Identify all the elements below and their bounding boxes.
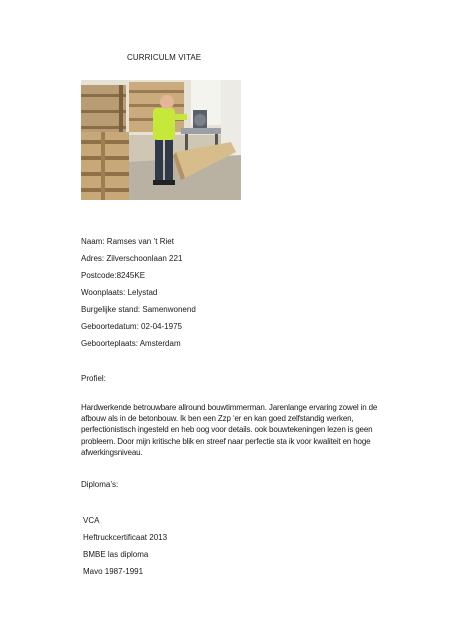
name-label: Naam: — [81, 237, 105, 246]
postcode-value: 8245KE — [116, 271, 146, 280]
diplomas-heading: Diploma’s: — [81, 480, 119, 489]
birthplace-value: Amsterdam — [139, 339, 181, 348]
name-line — [81, 237, 174, 246]
marital-status-label: Burgelijke stand: — [81, 305, 141, 314]
diploma-item: Mavo 1987-1991 — [83, 567, 144, 576]
worker-photo — [81, 80, 241, 200]
address-value: Zilverschoonlaan 221 — [106, 254, 183, 263]
birthplace-label: Geboorteplaats: — [81, 339, 138, 348]
marital-status-line — [81, 305, 196, 314]
profile-line: perfectionistisch ingesteld en heb oog voor details. ook bouwtekeningen lezen is geen — [81, 425, 373, 435]
diploma-item: Heftruckcertificaat 2013 — [83, 533, 168, 542]
address-label: Adres: — [81, 254, 105, 263]
postcode-label: Postcode: — [81, 271, 117, 280]
name-value: Ramses van ’t Riet — [106, 237, 174, 246]
birthdate-label: Geboortedatum: — [81, 322, 139, 331]
city-label: Woonplaats: — [81, 288, 126, 297]
address-line — [81, 254, 182, 263]
diploma-item: VCA — [83, 516, 100, 525]
profile-line: afwerkingsniveau. — [81, 447, 143, 457]
profile-line: afbouw als in de betonbouw. Ik ben een Zzp ‘er en kan goed zelfstandig werken, — [81, 414, 354, 424]
city-line — [81, 288, 157, 297]
birthdate-value: 02-04-1975 — [141, 322, 182, 331]
city-value: Lelystad — [127, 288, 158, 297]
profile-line: probleem. Door mijn kritische blik en streef naar perfectie sta ik voor kwaliteit en hoge — [81, 436, 371, 446]
profile-paragraph — [81, 402, 381, 458]
document-title: CURRICULM VITAE — [127, 53, 202, 62]
birthdate-line — [81, 322, 182, 331]
profile-heading: Profiel: — [81, 374, 106, 383]
workshop-illustration — [81, 80, 241, 200]
profile-line: Hardwerkende betrouwbare allround bouwtimmerman. Jarenlange ervaring zowel in de — [81, 403, 378, 412]
diploma-item: BMBE las diploma — [83, 550, 149, 559]
birthplace-line — [81, 339, 181, 348]
marital-status-value: Samenwonend — [142, 305, 196, 314]
postcode-line — [81, 271, 145, 280]
